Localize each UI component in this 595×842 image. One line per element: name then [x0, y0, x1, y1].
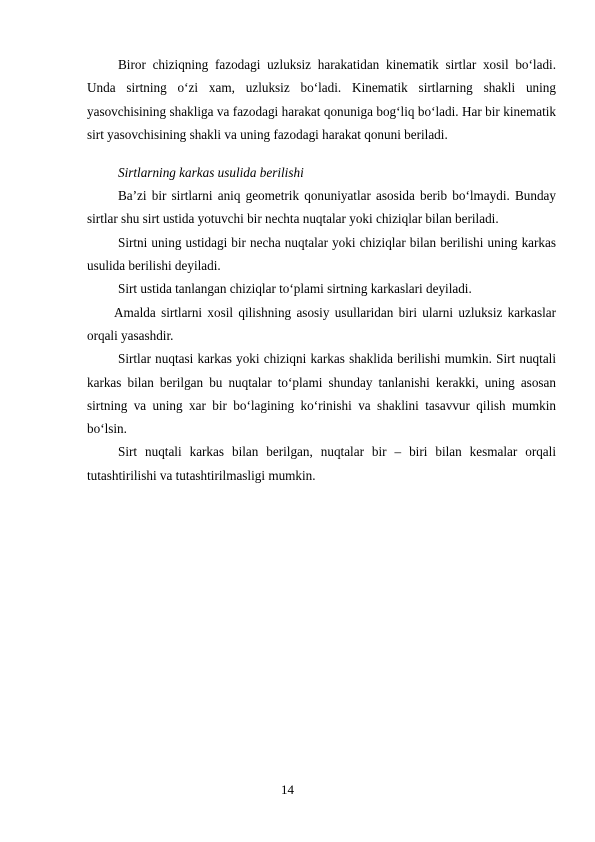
body-paragraph-6: Sirt nuqtali karkas bilan berilgan, nuqtalar bir – biri bilan kesmalar orqali tutashtirilishi va tutashtirilmasligi mumkin. — [87, 444, 556, 483]
body-paragraph-3: Sirt ustida tanlangan chiziqlar to‘plami sirtning karkaslari deyiladi. — [118, 281, 472, 297]
section-heading: Sirtlarning karkas usulida berilishi — [118, 165, 304, 181]
page-number: 14 — [281, 782, 294, 797]
body-paragraph-1: Ba’zi bir sirtlarni aniq geometrik qonuniyatlar asosida berib bo‘lmaydi. Bunday sirtlar shu sirt ustida yotuvchi bir nechta nuqtalar yoki chiziqlar bilan beriladi. — [87, 188, 556, 227]
body-paragraph-4: Amalda sirtlarni xosil qilishning asosiy usullaridan biri ularni uzluksiz karkaslar orqali yasashdir. — [87, 304, 556, 343]
body-paragraph-2: Sirtni uning ustidagi bir necha nuqtalar yoki chiziqlar bilan berilishi uning karkas usulida berilishi deyiladi. — [87, 234, 556, 274]
document-page — [87, 53, 556, 487]
body-paragraph-5: Sirtlar nuqtasi karkas yoki chiziqni karkas shaklida berilishi mumkin. Sirt nuqtali karkas bilan berilgan bu nuqtalar to‘plami shunday tanlanishi kerakki, uning asosan sirtning va uning xar bir bo‘lagining ko‘rinishi va shaklini tasavvur qilish mumkin bo‘lsin. — [87, 351, 556, 437]
intro-paragraph: Biror chiziqning fazodagi uzluksiz harakatidan kinematik sirtlar xosil bo‘ladi. Unda sirtning o‘zi xam, uzluksiz bo‘ladi. Kinematik sirtlarning shakli uning yasovchisining shakliga va fazodagi harakat qonuniga bog‘liq bo‘ladi. Har bir kinematik sirt yasovchisining shakli va uning fazodagi harakat qonuni beriladi. — [87, 57, 556, 142]
